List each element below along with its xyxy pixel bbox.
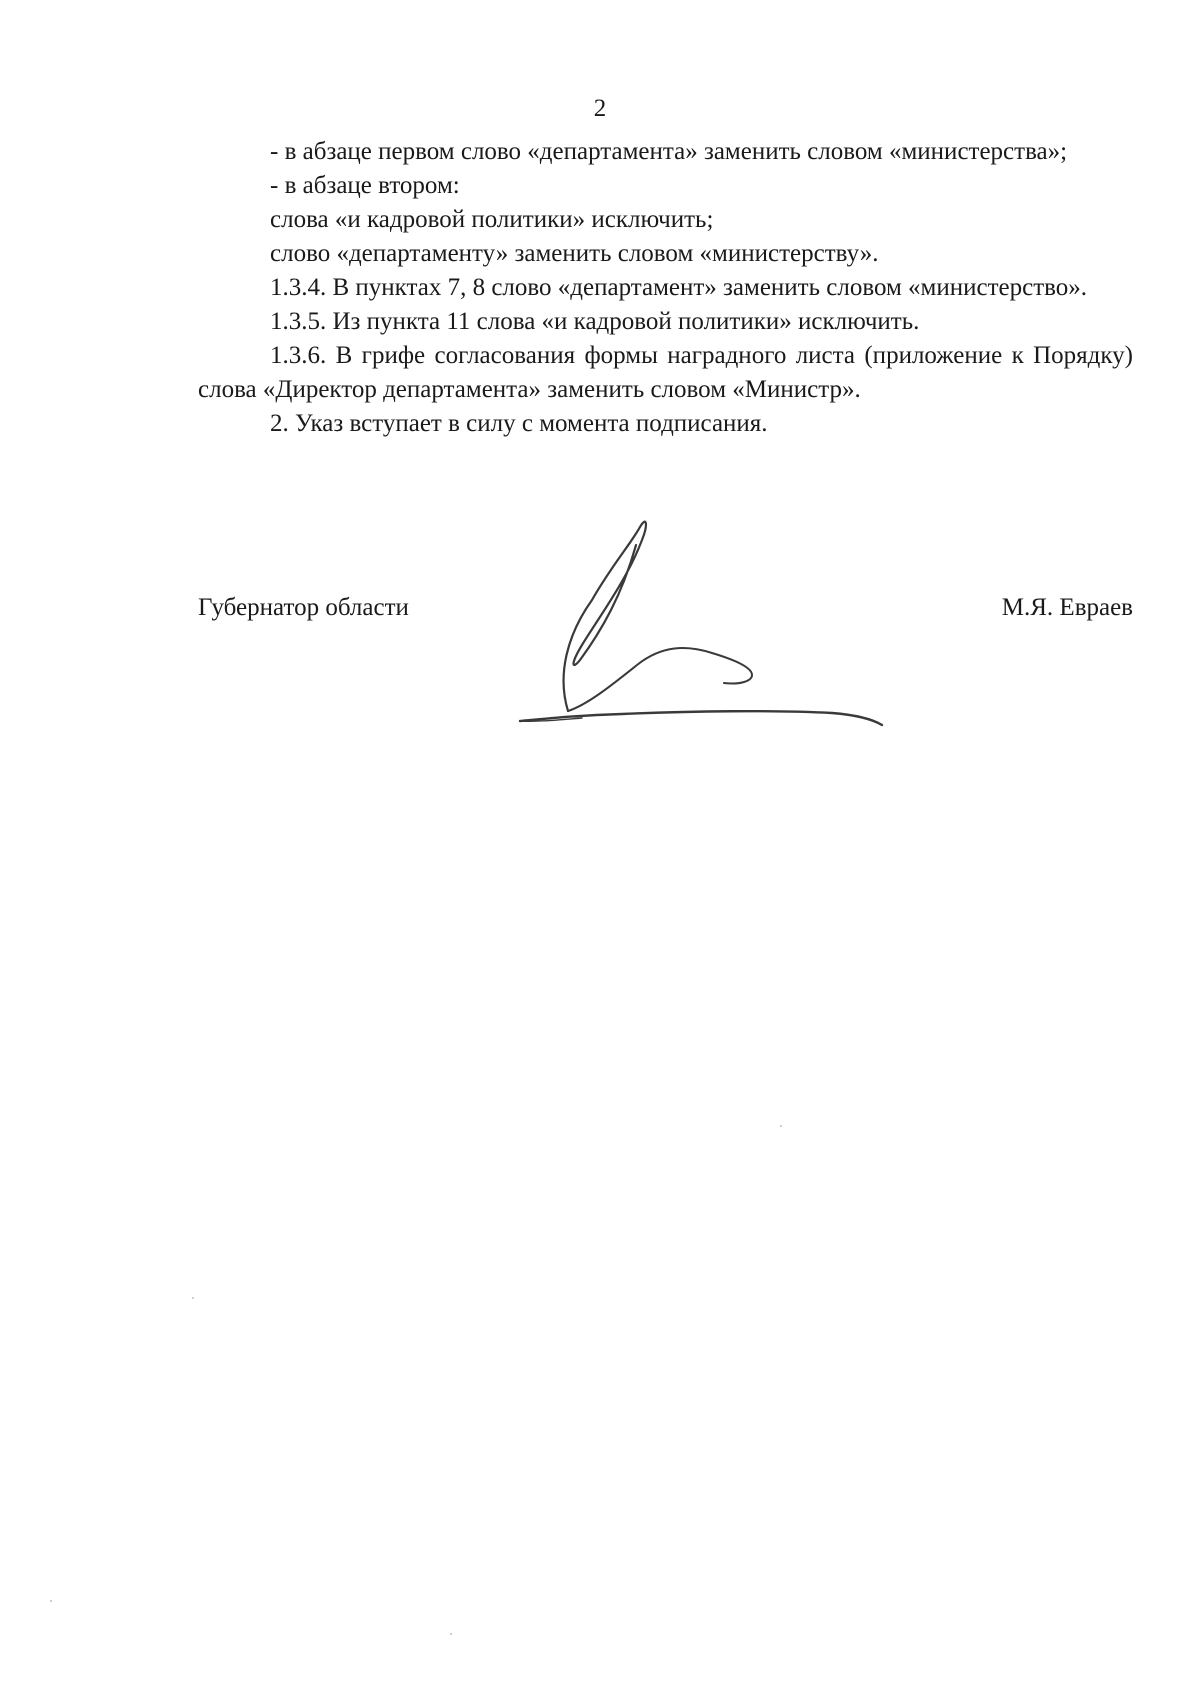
paragraph-1: - в абзаце первом слово «департамента» заменить словом «министерства»; [270, 138, 1068, 165]
document-body [198, 135, 1133, 441]
paragraph-5: 1.3.4. В пунктах 7, 8 слово «департамент» заменить словом «министерство». [270, 274, 1088, 301]
paragraph-2: - в абзаце втором: [270, 172, 460, 199]
scan-speck [192, 1297, 194, 1299]
page-number: 2 [593, 95, 607, 122]
scan-speck [450, 1633, 452, 1635]
paragraph-8: 2. Указ вступает в силу с момента подписания. [270, 410, 768, 437]
scan-speck [50, 1600, 52, 1602]
paragraph-6: 1.3.5. Из пункта 11 слова «и кадровой политики» исключить. [270, 308, 920, 335]
signature-stroke-loop [568, 648, 752, 711]
signer-name: М.Я. Евраев [1001, 594, 1133, 621]
paragraph-3: слова «и кадровой политики» исключить; [270, 206, 714, 233]
paragraph-4: слово «департаменту» заменить словом «министерству». [270, 240, 879, 267]
handwritten-signature [512, 505, 932, 735]
position-title: Губернатор области [198, 594, 409, 621]
paragraph-7: 1.3.6. В грифе согласования формы наградного листа (приложение к Порядку) слова «Директор департамента» заменить словом «Министр». [198, 342, 1133, 403]
scan-speck [780, 1125, 782, 1127]
signature-stroke-main [564, 522, 646, 711]
